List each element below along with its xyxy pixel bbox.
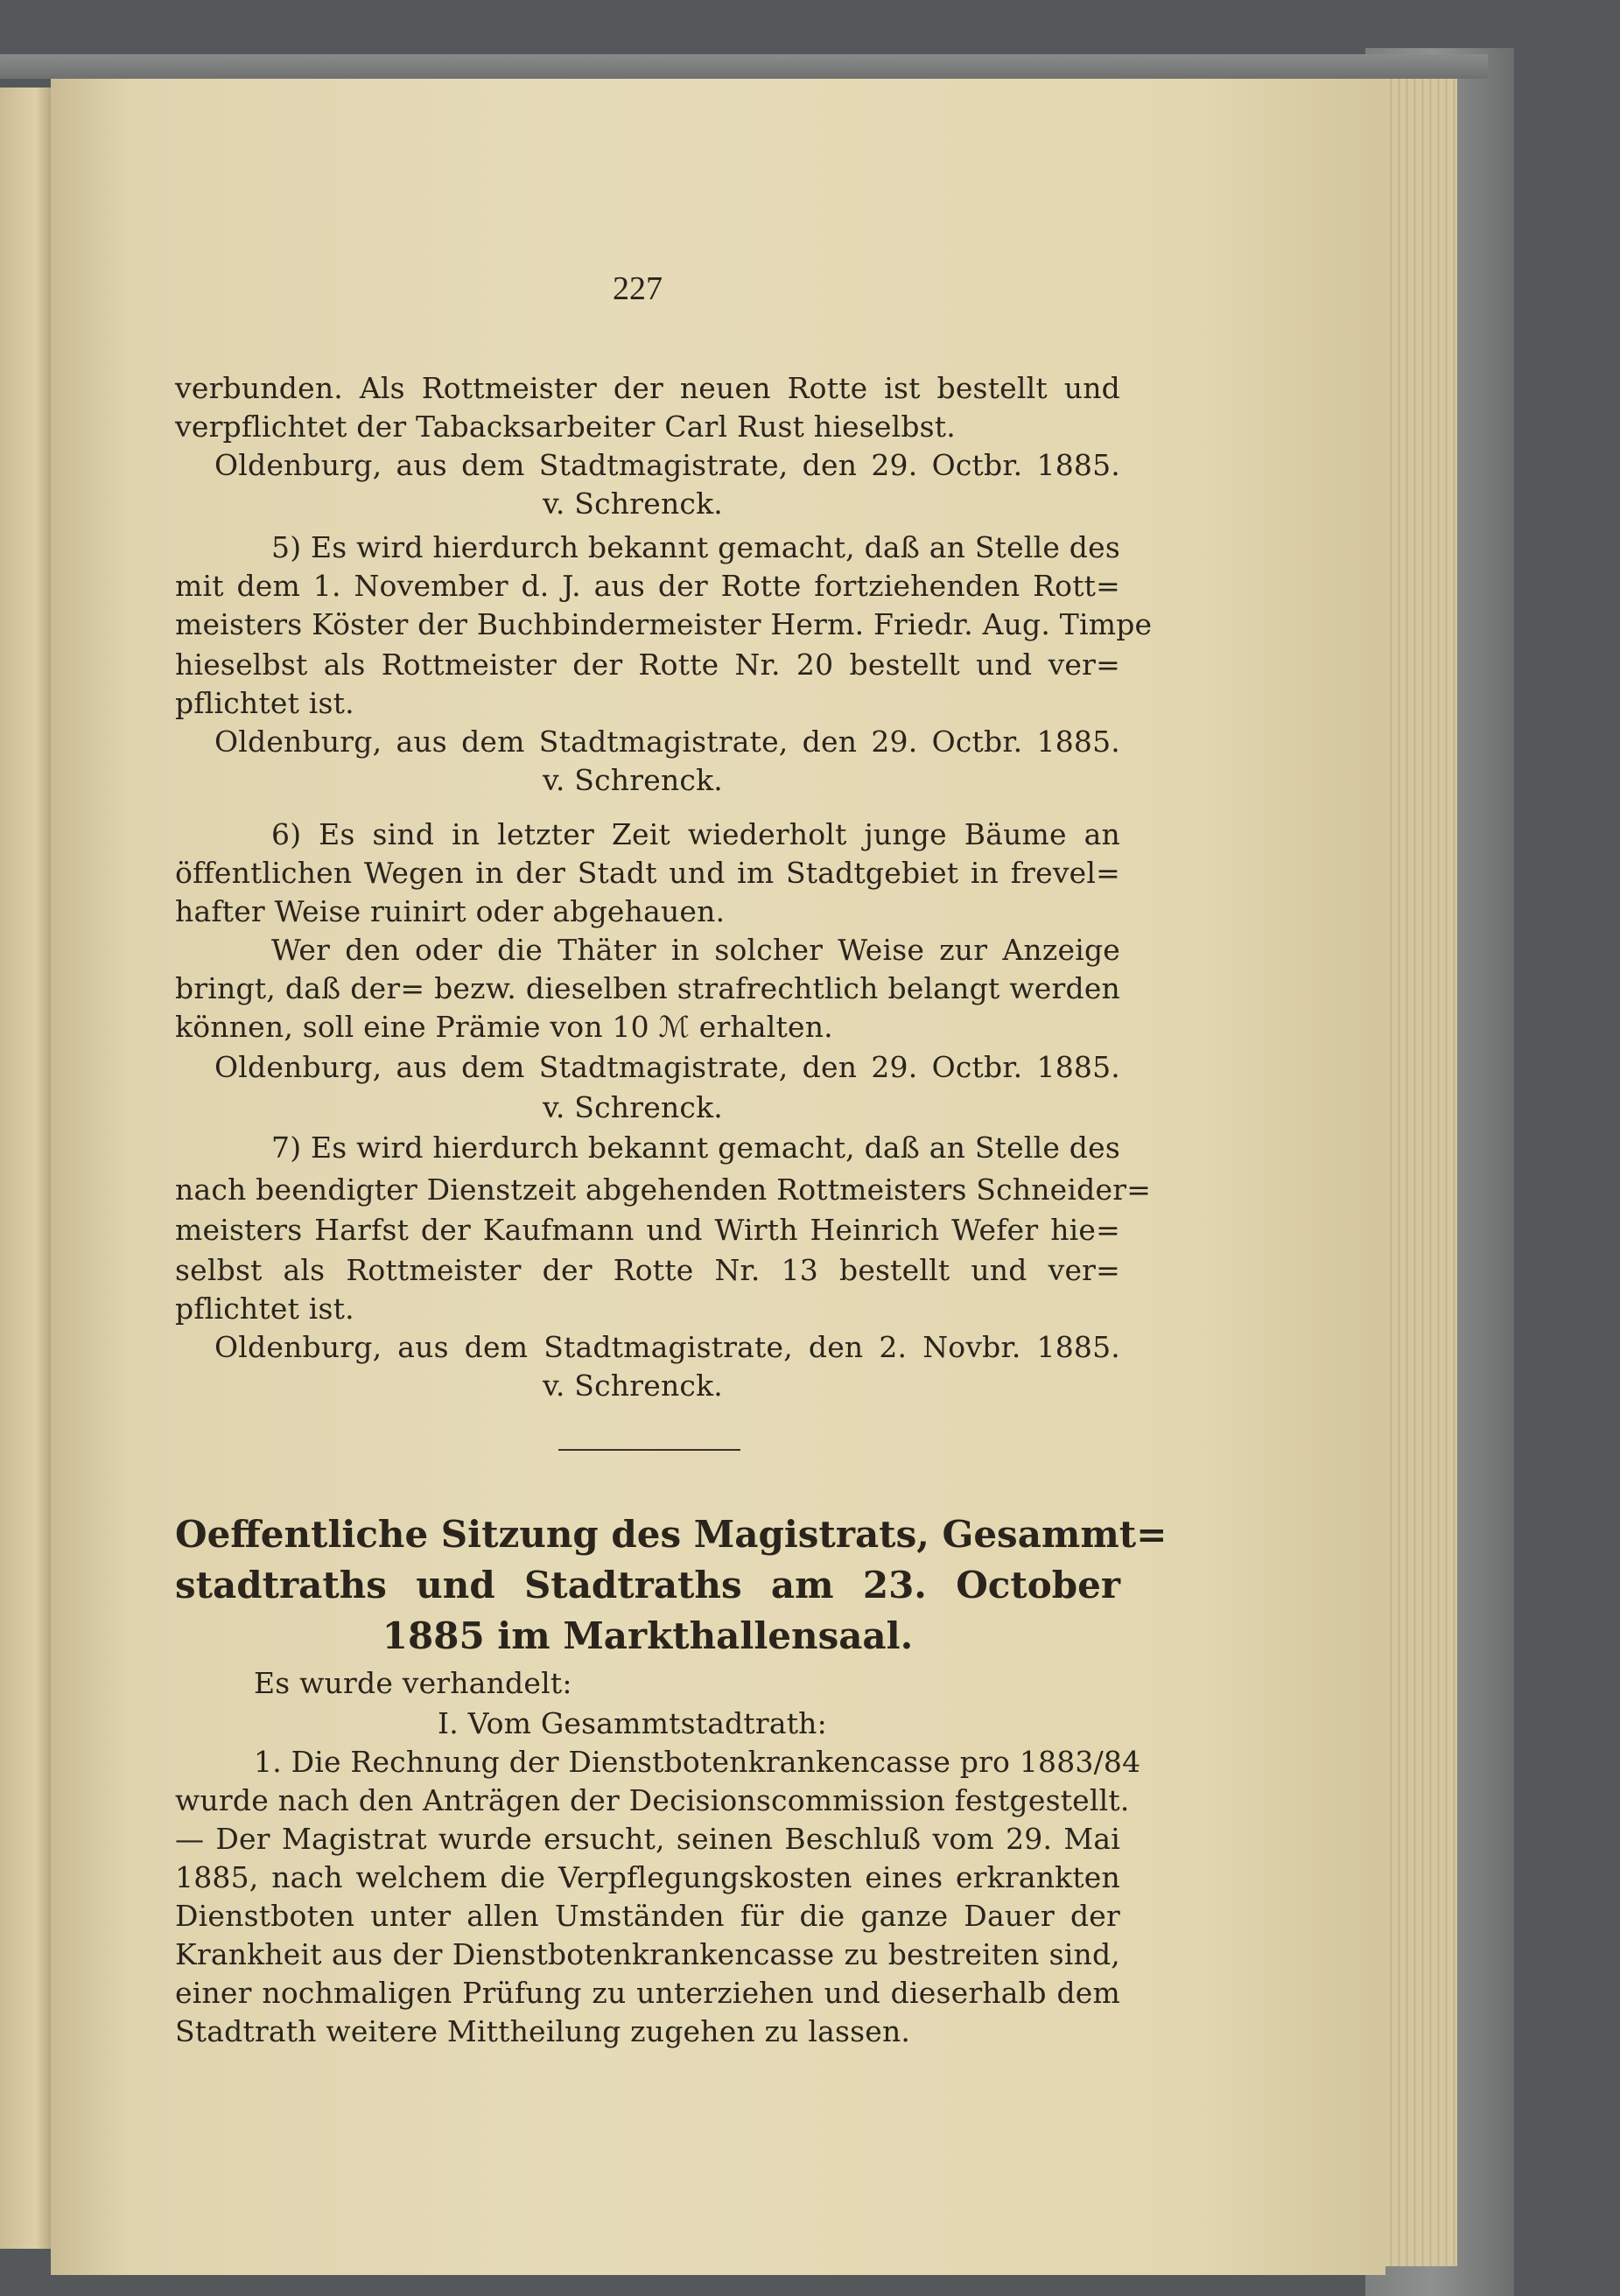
text-line: meisters Harfst der Kaufmann und Wirth Heinrich Wefer hie=	[175, 1213, 1120, 1247]
dateline: Oldenburg, aus dem Stadtmagistrate, den 2. Novbr. 1885.	[214, 1330, 1120, 1364]
text-line: Wer den oder die Thäter in solcher Weise zur Anzeige	[271, 933, 1120, 967]
text-line: Dienstboten unter allen Umständen für die ganze Dauer der	[175, 1899, 1120, 1933]
subheading: I. Vom Gesammtstadtrath:	[438, 1706, 827, 1740]
text-line: 6) Es sind in letzter Zeit wiederholt junge Bäume an	[271, 817, 1120, 851]
dateline: Oldenburg, aus dem Stadtmagistrate, den 29. Octbr. 1885.	[214, 1050, 1120, 1084]
page-number: 227	[613, 270, 663, 307]
text-line: hieselbst als Rottmeister der Rotte Nr. 20 bestellt und ver=	[175, 648, 1120, 682]
text-line: 5) Es wird hierdurch bekannt gemacht, daß an Stelle des	[271, 530, 1120, 564]
text-line: pflichtet ist.	[175, 686, 354, 720]
text-line: verbunden. Als Rottmeister der neuen Rotte ist bestellt und	[175, 371, 1120, 405]
text-line: meisters Köster der Buchbindermeister Herm. Friedr. Aug. Timpe	[175, 607, 1153, 641]
text-line: können, soll eine Prämie von 10 ℳ erhalten.	[175, 1010, 833, 1044]
text-line: Es wurde verhandelt:	[254, 1666, 572, 1700]
text-line: 7) Es wird hierdurch bekannt gemacht, daß an Stelle des	[271, 1130, 1120, 1165]
section-heading-line: Oeffentliche Sitzung des Magistrats, Gesammt=	[175, 1513, 1168, 1556]
dateline: Oldenburg, aus dem Stadtmagistrate, den 29. Octbr. 1885.	[214, 448, 1120, 482]
signature: v. Schrenck.	[543, 1368, 723, 1403]
signature: v. Schrenck.	[543, 486, 723, 521]
text-line: verpflichtet der Tabacksarbeiter Carl Rust hieselbst.	[175, 410, 956, 444]
signature: v. Schrenck.	[543, 763, 723, 797]
text-line: hafter Weise ruinirt oder abgehauen.	[175, 894, 726, 928]
text-line: bringt, daß der= bezw. dieselben strafrechtlich belangt werden	[175, 971, 1120, 1005]
section-heading-line: stadtraths und Stadtraths am 23. October	[175, 1564, 1120, 1606]
text-line: Krankheit aus der Dienstbotenkrankencasse zu bestreiten sind,	[175, 1937, 1120, 1971]
section-heading-line: 1885 im Markthallensaal.	[382, 1614, 914, 1657]
text-line: Stadtrath weitere Mittheilung zugehen zu lassen.	[175, 2014, 911, 2048]
text-line: nach beendigter Dienstzeit abgehenden Rottmeisters Schneider=	[175, 1172, 1152, 1207]
text-line: 1885, nach welchem die Verpflegungskosten eines erkrankten	[175, 1860, 1120, 1894]
text-line: — Der Magistrat wurde ersucht, seinen Beschluß vom 29. Mai	[175, 1822, 1120, 1856]
text-line: mit dem 1. November d. J. aus der Rotte fortziehenden Rott=	[175, 569, 1120, 603]
text-line: selbst als Rottmeister der Rotte Nr. 13 bestellt und ver=	[175, 1253, 1120, 1287]
text-line: 1. Die Rechnung der Dienstbotenkrankencasse pro 1883/84	[254, 1745, 1141, 1779]
dateline: Oldenburg, aus dem Stadtmagistrate, den 29. Octbr. 1885.	[214, 724, 1120, 759]
section-divider	[558, 1449, 740, 1451]
text-line: öffentlichen Wegen in der Stadt und im Stadtgebiet in frevel=	[175, 856, 1120, 890]
text-line: einer nochmaligen Prüfung zu unterziehen und dieserhalb dem	[175, 1976, 1120, 2010]
text-line: pflichtet ist.	[175, 1292, 354, 1326]
text-line: wurde nach den Anträgen der Decisionscommission festgestellt.	[175, 1783, 1130, 1817]
signature: v. Schrenck.	[543, 1090, 723, 1124]
